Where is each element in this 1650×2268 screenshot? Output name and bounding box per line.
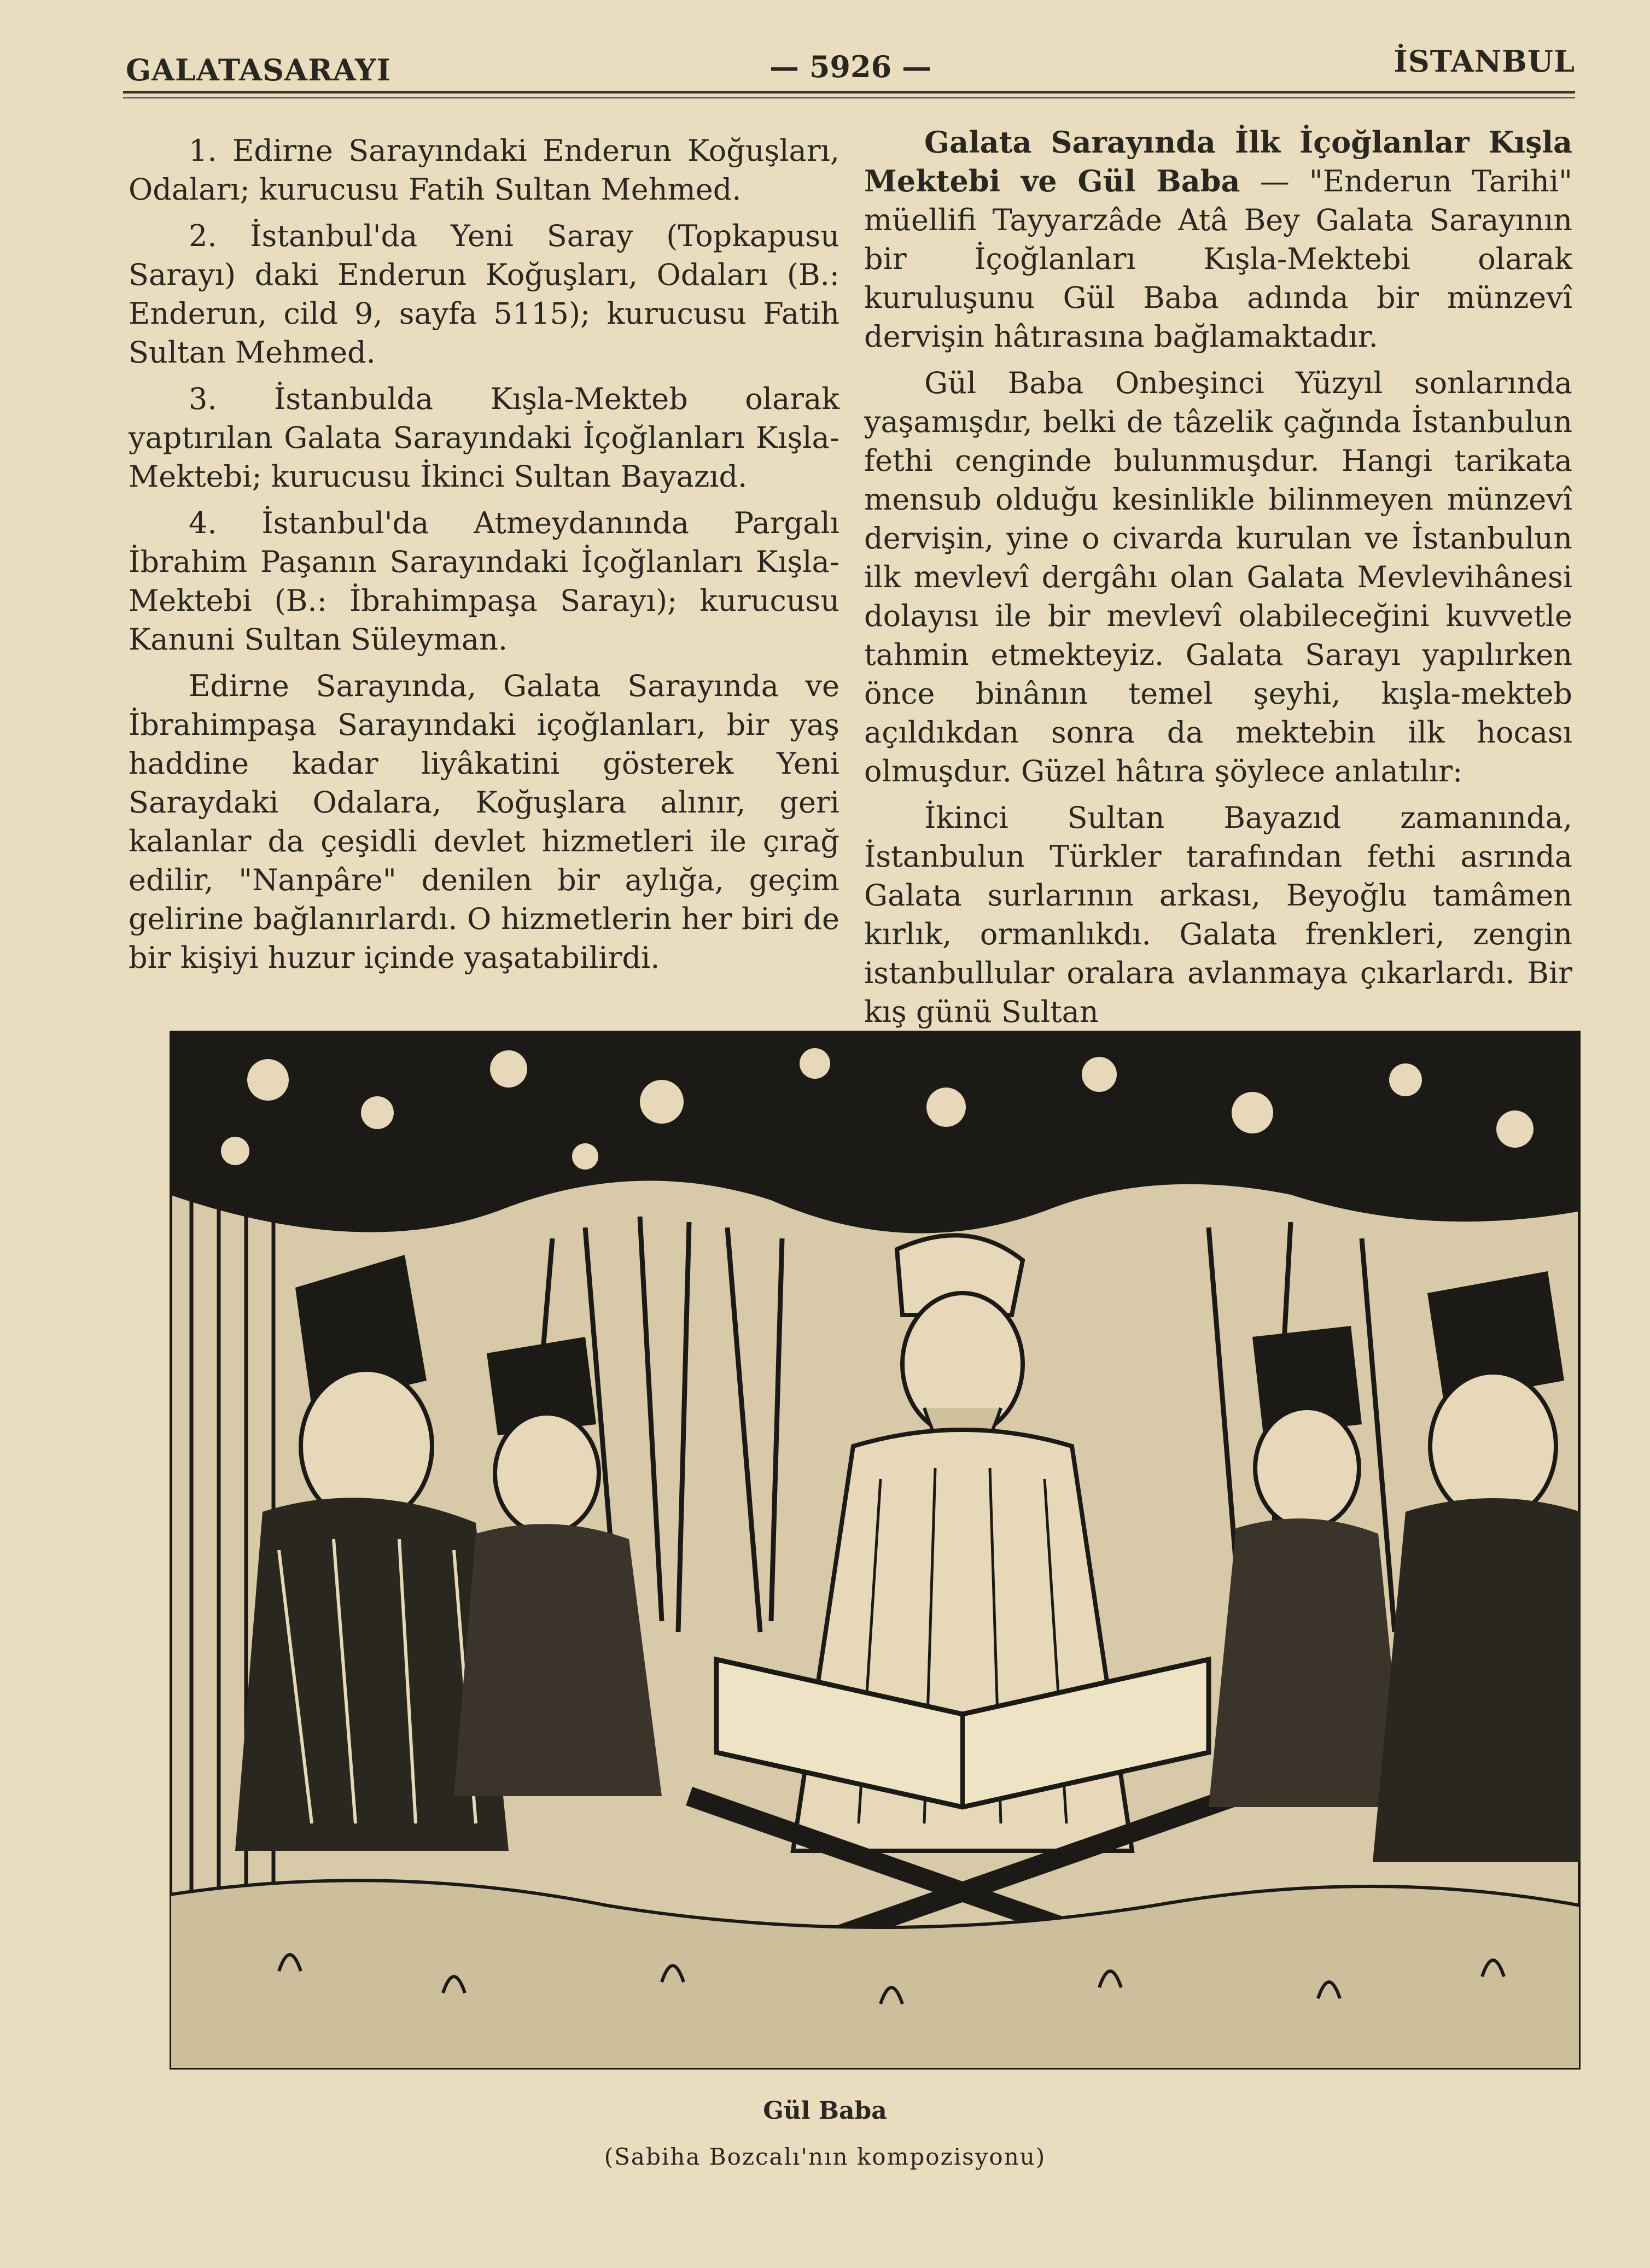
list-item: 4. İstanbul'da Atmeydanında Pargalı İbrahim Paşanın Sarayındaki İçoğlanları Kışla-Mektebi (B.: İbrahimpaşa Sarayı); kurucusu Kanuni Sultan Süleyman.: [129, 506, 839, 657]
running-header: [126, 44, 1575, 87]
section-heading: Galata Sarayında İlk İçoğlanlar Kışla Mektebi ve Gül Baba: [864, 125, 1572, 198]
woodcut-illustration: [170, 1031, 1581, 2070]
header-rule: [123, 91, 1575, 93]
list-item: 3. İstanbulda Kışla-Mekteb olarak yaptırılan Galata Sarayındaki İçoğlanları Kışla-Mektebi; kurucusu İkinci Sultan Bayazıd.: [129, 382, 839, 494]
header-section-name: GALATASARAYI: [126, 52, 391, 87]
right-column: [864, 123, 1572, 1039]
lead-text: — "Enderun Tarihi" müellifi Tayyarzâde Atâ Bey Galata Sarayının bir İçoğlanları Kışla-Mektebi olarak kuruluşunu Gül Baba adında bir münzevî dervişin hâtırasına bağlamaktadır.: [864, 164, 1572, 354]
figure-caption-title: Gül Baba: [763, 2097, 887, 2125]
lead-paragraph: [864, 123, 1572, 356]
page-number: — 5926 —: [769, 49, 931, 84]
body-paragraph: Gül Baba Onbeşinci Yüzyıl sonlarında yaşamışdır, belki de tâzelik çağında İstanbulun fethi cenginde bulunmuşdur. Hangi tarikata mensub olduğu kesinlikle bilinmeyen münzevî dervişin, yine o civarda kurulan ve İstanbulun ilk mevlevî dergâhı olan Galata Mevlevihânesi dolayısı ile bir mevlevî olabileceğini kuvvetle tahmin etmekteyiz. Galata Sarayı yapılırken önce binânın temel şeyhi, kışla-mekteb açıldıkdan sonra da mektebin ilk hocası olmuşdur. Güzel hâtıra şöylece anlatılır:: [864, 366, 1572, 788]
figure-caption-credit: (Sabiha Bozcalı'nın kompozisyonu): [604, 2143, 1046, 2170]
body-paragraph: Edirne Sarayında, Galata Sarayında ve İbrahimpaşa Sarayındaki içoğlanları, bir yaş haddine kadar liyâkatini gösterek Yeni Saraydaki Odalara, Koğuşlara alınır, geri kalanlar da çeşidli devlet hizmetleri ile çırağ edilir, "Nanpâre" denilen bir aylığa, geçim gelirine bağlanırlardı. O hizmetlerin her biri de bir kişiyi huzur içinde yaşatabilirdi.: [129, 669, 839, 975]
body-paragraph: İkinci Sultan Bayazıd zamanında, İstanbulun Türkler tarafından fethi asrında Galata surlarının arkası, Beyoğlu tamâmen kırlık, ormanlıkdı. Galata frenkleri, zengin istanbullular oralara avlanmaya çıkarlardı. Bir kış günü Sultan: [864, 800, 1572, 1029]
header-rule-thin: [123, 97, 1575, 98]
left-column: [129, 131, 839, 985]
header-city: İSTANBUL: [1394, 44, 1575, 79]
list-item: 2. İstanbul'da Yeni Saray (Topkapusu Sarayı) daki Enderun Koğuşları, Odaları (B.: Enderun, cild 9, sayfa 5115); kurucusu Fatih Sultan Mehmed.: [129, 219, 839, 370]
list-item: 1. Edirne Sarayındaki Enderun Koğuşları, Odaları; kurucusu Fatih Sultan Mehmed.: [129, 133, 839, 207]
